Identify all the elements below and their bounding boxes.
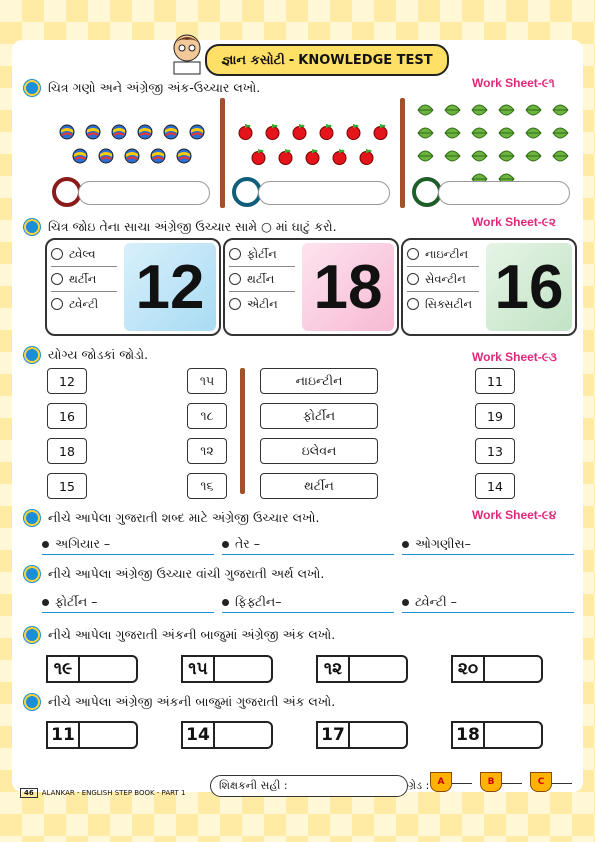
option[interactable]: થર્ટીન xyxy=(229,267,295,292)
number-pair xyxy=(181,655,273,683)
grade-line xyxy=(502,783,522,784)
leaf-icon xyxy=(417,148,434,167)
answer-box[interactable] xyxy=(78,655,138,683)
write-line[interactable]: ઓગણીસ– xyxy=(402,534,574,555)
bullet-icon xyxy=(24,694,40,710)
dot-icon xyxy=(222,599,229,606)
question-5: નીચે આપેલા અંગ્રેજી ઉચ્ચાર વાંચી ગુજરાતી અર્થ લખો. xyxy=(24,566,324,582)
leaf-icon xyxy=(525,102,542,121)
title-english: KNOWLEDGE TEST xyxy=(298,52,433,68)
match-column-4 xyxy=(475,368,515,499)
dot-icon xyxy=(402,541,409,548)
choice-card xyxy=(223,238,399,336)
number-pair xyxy=(46,655,138,683)
given-number: ૧૨ xyxy=(316,655,348,683)
number-pair xyxy=(451,655,543,683)
radio-icon[interactable] xyxy=(407,298,419,310)
page-title: જ્ઞાન કસોટી - KNOWLEDGE TEST xyxy=(205,44,449,76)
number-pair xyxy=(316,655,408,683)
page-number: 46 xyxy=(20,788,38,798)
match-item[interactable]: 14 xyxy=(475,473,515,499)
radio-icon[interactable] xyxy=(51,273,63,285)
leaf-icon xyxy=(417,125,434,144)
given-number: ૧૫ xyxy=(181,655,213,683)
worksheet-label-2: Work Sheet-૯૨ xyxy=(472,215,556,229)
write-line[interactable]: ફોર્ટીન – xyxy=(42,592,214,613)
match-item[interactable]: ઇલેવન xyxy=(260,438,378,464)
ball-icon xyxy=(137,124,153,144)
answer-box[interactable] xyxy=(213,721,273,749)
answer-box[interactable] xyxy=(213,655,273,683)
radio-icon[interactable] xyxy=(407,273,419,285)
write-line[interactable]: તેર – xyxy=(222,534,394,555)
given-number: 17 xyxy=(316,721,348,749)
boy-reading-icon xyxy=(164,30,210,76)
choice-card xyxy=(401,238,577,336)
question-6: નીચે આપેલા ગુજરાતી અંકની બાજુમાં અંગ્રેજી અંક લખો. xyxy=(24,627,335,643)
match-item[interactable]: 15 xyxy=(47,473,87,499)
match-item[interactable]: 12 xyxy=(47,368,87,394)
apple-icon xyxy=(277,148,294,169)
match-item[interactable]: 11 xyxy=(475,368,515,394)
leaf-icon xyxy=(498,148,515,167)
option[interactable]: ફોર્ટીન xyxy=(229,242,295,267)
option[interactable]: એટીન xyxy=(229,292,295,316)
worksheet-label-3: Work Sheet-૯૩ xyxy=(472,350,557,364)
leaf-icon xyxy=(552,148,569,167)
dot-icon xyxy=(42,599,49,606)
given-number: 18 xyxy=(451,721,483,749)
leaf-icon xyxy=(498,102,515,121)
match-item[interactable]: 16 xyxy=(47,403,87,429)
worksheet-label-1: Work Sheet-૯૧ xyxy=(472,76,555,90)
leaf-icon xyxy=(444,148,461,167)
dot-icon xyxy=(402,599,409,606)
leaf-icon xyxy=(552,125,569,144)
answer-field-2[interactable] xyxy=(258,181,390,205)
apple-icon xyxy=(304,148,321,169)
trophy-icon[interactable]: A xyxy=(430,772,452,792)
ball-icon xyxy=(72,148,88,168)
radio-icon[interactable] xyxy=(229,273,241,285)
leaf-icon xyxy=(444,125,461,144)
leaf-icon xyxy=(525,125,542,144)
dot-icon xyxy=(222,541,229,548)
answer-box[interactable] xyxy=(483,721,543,749)
radio-icon[interactable] xyxy=(51,298,63,310)
ball-icon xyxy=(189,124,205,144)
apple-icon xyxy=(358,148,375,169)
match-column-3 xyxy=(260,368,378,499)
match-item[interactable]: 18 xyxy=(47,438,87,464)
number-pair xyxy=(181,721,273,749)
ball-icon xyxy=(124,148,140,168)
write-line[interactable]: ટ્વેન્ટી – xyxy=(402,592,574,613)
match-item[interactable]: 19 xyxy=(475,403,515,429)
leaf-icon xyxy=(498,125,515,144)
divider xyxy=(400,98,405,208)
footer-book xyxy=(20,788,185,798)
answer-box[interactable] xyxy=(78,721,138,749)
option[interactable]: નાઇન્ટીન xyxy=(407,242,479,267)
leaf-icon xyxy=(525,148,542,167)
choice-card xyxy=(45,238,221,336)
number-pair xyxy=(46,721,138,749)
given-number: ૧૯ xyxy=(46,655,78,683)
ball-icon xyxy=(85,124,101,144)
radio-icon[interactable] xyxy=(51,248,63,260)
number-pair xyxy=(316,721,408,749)
dot-icon xyxy=(42,541,49,548)
book-title: ALANKAR - ENGLISH STEP BOOK - PART 1 xyxy=(41,789,186,797)
answer-field-3[interactable] xyxy=(438,181,570,205)
grade-line xyxy=(552,783,572,784)
apple-icon xyxy=(237,123,254,144)
bullet-icon xyxy=(24,347,40,363)
option[interactable]: ટ્વેન્ટી xyxy=(51,292,117,316)
title-gujarati: જ્ઞાન કસોટી xyxy=(221,52,285,68)
question-1: ચિત્ર ગણો અને અંગ્રેજી અંક-ઉચ્ચાર લખો. xyxy=(24,80,260,96)
apple-icon xyxy=(318,123,335,144)
given-number: ૨૦ xyxy=(451,655,483,683)
match-item[interactable]: ૧૮ xyxy=(187,403,227,429)
radio-icon[interactable] xyxy=(407,248,419,260)
ball-icon xyxy=(176,148,192,168)
divider xyxy=(240,368,245,494)
match-item[interactable]: ૧૨ xyxy=(187,438,227,464)
worksheet-label-4: Work Sheet-૯૪ xyxy=(472,508,557,522)
leaf-icon xyxy=(417,102,434,121)
answer-box[interactable] xyxy=(348,721,408,749)
apple-icon xyxy=(291,123,308,144)
match-column-2 xyxy=(187,368,227,499)
trophy-icon[interactable]: B xyxy=(480,772,502,792)
answer-box[interactable] xyxy=(483,655,543,683)
bullet-icon xyxy=(24,627,40,643)
trophy-icon[interactable]: C xyxy=(530,772,552,792)
ball-icon xyxy=(150,148,166,168)
number-picture: 12 xyxy=(124,243,216,331)
apple-icon xyxy=(345,123,362,144)
write-line[interactable]: ફિફ્ટીન– xyxy=(222,592,394,613)
match-item[interactable]: ૧૬ xyxy=(187,473,227,499)
ball-icon xyxy=(163,124,179,144)
bullet-icon xyxy=(24,80,40,96)
match-item[interactable]: ફોર્ટીન xyxy=(260,403,378,429)
given-number: 11 xyxy=(46,721,78,749)
match-item[interactable]: થર્ટીન xyxy=(260,473,378,499)
number-pair xyxy=(451,721,543,749)
match-item[interactable]: નાઇન્ટીન xyxy=(260,368,378,394)
leaf-icon xyxy=(471,102,488,121)
bullet-icon xyxy=(24,219,40,235)
number-picture: 16 xyxy=(486,243,572,331)
leaf-icon xyxy=(471,125,488,144)
question-4: નીચે આપેલા ગુજરાતી શબ્દ માટે અંગ્રેજી ઉચ્ચાર લખો. xyxy=(24,510,319,526)
option[interactable]: સેવન્ટીન xyxy=(407,267,479,292)
ball-icon xyxy=(111,124,127,144)
leaf-icon xyxy=(471,148,488,167)
ball-icon xyxy=(98,148,114,168)
answer-box[interactable] xyxy=(348,655,408,683)
apple-icon xyxy=(372,123,389,144)
radio-icon[interactable] xyxy=(229,248,241,260)
match-item[interactable]: ૧૫ xyxy=(187,368,227,394)
question-3: યોગ્ય જોડકાં જોડો. xyxy=(24,347,148,363)
match-item[interactable]: 13 xyxy=(475,438,515,464)
bullet-icon xyxy=(24,566,40,582)
question-7: નીચે આપેલા અંગ્રેજી અંકની બાજુમાં ગુજરાતી અંક લખો. xyxy=(24,694,335,710)
apple-icon xyxy=(331,148,348,169)
grade-line xyxy=(452,783,472,784)
option[interactable]: સિક્સટીન xyxy=(407,292,479,316)
ball-icon xyxy=(59,124,75,144)
teacher-signature-field[interactable]: શિક્ષકની સહી : xyxy=(210,775,408,797)
divider xyxy=(220,98,225,208)
bullet-icon xyxy=(24,510,40,526)
given-number: 14 xyxy=(181,721,213,749)
leaf-icon xyxy=(444,102,461,121)
write-line[interactable]: અગિયાર – xyxy=(42,534,214,555)
leaf-icon xyxy=(552,102,569,121)
radio-icon[interactable] xyxy=(229,298,241,310)
apple-icon xyxy=(250,148,267,169)
apple-icon xyxy=(264,123,281,144)
grade-label: ગ્રેડ : xyxy=(408,779,430,792)
match-column-1 xyxy=(47,368,87,499)
option[interactable]: થર્ટીન xyxy=(51,267,117,292)
question-2: ચિત્ર જોઇ તેના સાચા અંગ્રેજી ઉચ્ચાર સામે ○ માં ઘાટું કરો. xyxy=(24,219,337,235)
option[interactable]: ટ્વેલ્વ xyxy=(51,242,117,267)
answer-field-1[interactable] xyxy=(78,181,210,205)
number-picture: 18 xyxy=(302,243,394,331)
